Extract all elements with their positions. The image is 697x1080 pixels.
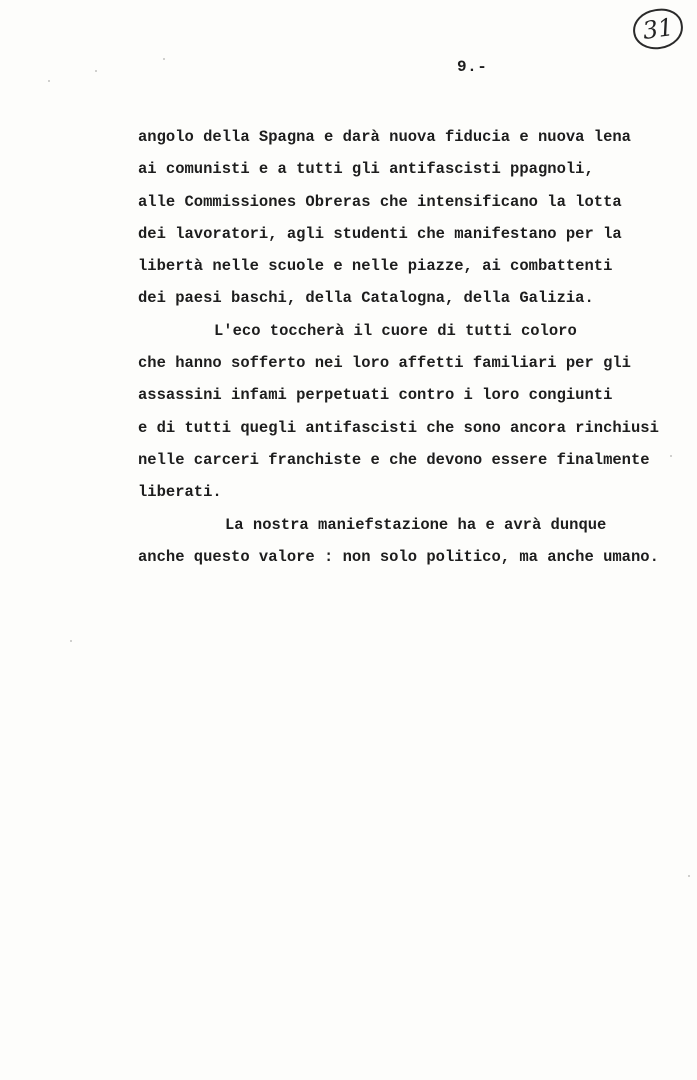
text-line: libertà nelle scuole e nelle piazze, ai combattenti xyxy=(138,257,613,276)
text-line: dei lavoratori, agli studenti che manifestano per la xyxy=(138,224,622,243)
text-line: angolo della Spagna e darà nuova fiducia e nuova lena xyxy=(138,128,631,146)
paper-speck xyxy=(670,455,672,457)
text-line: e di tutti quegli antifascisti che sono ancora rinchiusi xyxy=(138,418,659,437)
text-line: ai comunisti e a tutti gli antifascisti ppagnoli, xyxy=(138,160,594,179)
text-line: liberati. xyxy=(138,483,222,502)
paper-speck xyxy=(70,640,72,642)
paragraph-start-line: La nostra maniefstazione ha e avrà dunque xyxy=(225,515,607,534)
body-text xyxy=(138,121,693,573)
page-number: 9.- xyxy=(457,58,488,76)
text-line: che hanno sofferto nei loro affetti familiari per gli xyxy=(138,354,631,373)
paper-speck xyxy=(95,70,97,72)
text-line: dei paesi baschi, della Catalogna, della Galizia. xyxy=(138,289,594,308)
handwritten-archive-number: 31 xyxy=(630,6,685,53)
text-line: anche questo valore : non solo politico, ma anche umano. xyxy=(138,547,659,566)
text-line: assassini infami perpetuati contro i loro congiunti xyxy=(138,386,613,405)
paper-speck xyxy=(688,875,690,877)
paper-speck xyxy=(48,80,50,82)
paper-speck xyxy=(163,58,165,60)
paragraph-start-line: L'eco toccherà il cuore di tutti coloro xyxy=(214,321,577,340)
text-line: alle Commissiones Obreras che intensificano la lotta xyxy=(138,192,622,211)
text-line: nelle carceri franchiste e che devono essere finalmente xyxy=(138,450,650,469)
